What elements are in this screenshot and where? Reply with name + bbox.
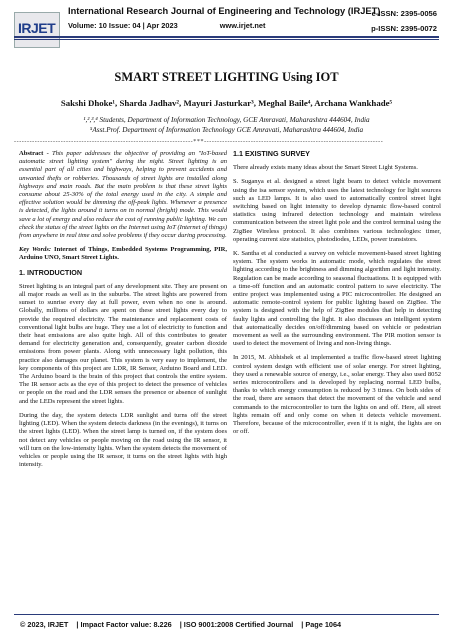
issn-block — [371, 6, 437, 36]
right-column — [233, 150, 441, 443]
left-column — [19, 150, 227, 475]
section-heading-existing-survey: 1.1 EXISTING SURVEY — [233, 149, 310, 158]
keywords-label: Key Words: — [19, 246, 52, 254]
footer-impact-factor: Impact Factor value: 8.226 — [80, 620, 172, 629]
survey-paragraph-2: S. Suganya et al. designed a street light beam to detect vehicle movement using the isa sensor system, which uses the latest technology for light sources such as LED lamps. It is also used to automatically control street light switching based on light intensity to develop dynamic flow-based control statistics using infrared detection technology and maintain wireless communication between the street light pole and the control terminal using the ZigBee Wireless protocol. It also combines various technologies: timer, operating current size statistics, photodiodes, LEDs, power transistors. — [233, 178, 441, 243]
journal-header — [0, 0, 453, 58]
header-rule-thin — [14, 39, 439, 40]
introduction-paragraph-1: Street lighting is an integral part of any development site. They are present on all major roads as well as in the suburbs. The street lights are powered from sunset to sunrise every day at full power, even when no one is around. Globally, millions of dollars are spent on these street lights every day to provide the required electricity. The maintenance and replacement costs of conventional light bulbs are huge. They use a lot of electricity to function and their heat emissions are also quite high. All of this contributes to greater demand for electricity generation and, consequently, greater carbon dioxide emissions from power plants. Along with unnecessary light pollution, this practice also damages our planet. This system is very easy to implement, the key components of this project are LDR, IR Sensor, Arduino Board and LED. The Arduino board is the brain of this project that controls the entire system. The IR sensor acts as the eye of this project to detect the presence of vehicles or people on the road and the LDR senses the presence or absence of sunlight and the LEDs represent the street lights. — [19, 282, 227, 405]
section-separator: ---------------------------------------------------------------------***--------------------------------------------------------------------- — [14, 139, 384, 145]
abstract-label: Abstract - — [19, 150, 49, 157]
abstract — [19, 150, 227, 240]
p-issn: p-ISSN: 2395-0072 — [371, 24, 437, 33]
footer-copyright: © 2023, IRJET — [20, 620, 69, 629]
keywords-text: Internet of Things, Embedded Systems Programming, PIR, Arduino UNO, Smart Street Lights. — [19, 246, 228, 262]
e-issn: e-ISSN: 2395-0056 — [371, 9, 437, 18]
abstract-text: This paper addresses the objective of providing an "IoT-based automatic street lighting system" during the night. Street lighting is an essential part of all cities and highways, helping to prevent accidents and unwanted thefts or robberies. Thousands of street lights are installed along highways and main roads. But the main problem is that these street lights consume about 25-30% of the total energy used in the city. A simple and effective solution would be dimming the off-peak lights. Whenever a presence is detected, the lights around it turns on in normal (bright) mode. This would save a lot of energy and also reduce the cost of running public lighting. We can check the status of the street lights on the Internet using IoT (Internet of things) from anywhere in real time and solve problems if they occur during processing. — [19, 150, 227, 240]
footer-rule — [14, 614, 439, 615]
affiliation-students: ¹,²,³,⁴ Students, Department of Information Technology, GCE Amravati, Maharashtra 444604, India — [83, 116, 370, 124]
footer-iso: ISO 9001:2008 Certified Journal — [183, 620, 294, 629]
logo-text: IRJET — [18, 20, 56, 36]
page-footer: © 2023, IRJET | Impact Factor value: 8.226 | ISO 9001:2008 Certified Journal | Page 1064 — [20, 620, 342, 629]
journal-website[interactable]: www.irjet.net — [219, 21, 266, 30]
header-rule — [14, 36, 439, 38]
section-heading-introduction: 1. INTRODUCTION — [19, 267, 83, 277]
affiliation-professor: ⁵Asst.Prof. Department of Information Technology GCE Amravati, Maharashtra 444604, India — [89, 126, 364, 134]
volume-issue: Volume: 10 Issue: 04 | Apr 2023 — [68, 21, 178, 30]
footer-page-number: Page 1064 — [305, 620, 342, 629]
survey-paragraph-3: K. Santha et al conducted a survey on vehicle movement-based street lighting system. The system works in automatic mode, which regulates the street lighting according to the brightness and dimming algorithm and light intensity. Regulation can be made according to seasonal fluctuations. It is equipped with a time-off function and an automatic control pattern to save electricity. The entire project was implemented using a PIC microcontroller. He designed an automatic remote-control system for public lighting based on ZigBee. The system is designed with the help of ZigBee modules that help in detecting faulty lights and controlling the light. It also discusses an intelligent system that automatically decides on/off/dimming based on vehicle or pedestrian movement as well as the surrounding environment. The PIR motion sensor is used to detect the movement of living and non-living things. — [233, 250, 441, 348]
paper-authors: Sakshi Dhoke¹, Sharda Jadhav², Mayuri Jasturkar³, Meghal Baile⁴, Archana Wankhade⁵ — [60, 98, 393, 108]
journal-name: International Research Journal of Engineering and Technology (IRJET) — [68, 6, 381, 16]
keywords — [19, 246, 227, 262]
introduction-paragraph-2: During the day, the system detects LDR sunlight and turns off the street lighting (LED). When the system detects darkness (in the evenings), it turns on the street lights (LED). When the street lamp is turned on, if the system does not detect any vehicles or people moving on the road using the IR sensor, it will turn on the low-intensity lights. When the system detects the movement of vehicles or people using the IR sensor, it turns on the street lights with high intensity. — [19, 411, 227, 469]
survey-paragraph-4: In 2015, M. Abhishek et al implemented a traffic flow-based street lighting control system design with efficient use of solar energy. For street lighting, they used a renewable source of energy, i.e., solar energy. They also used 8052 series microcontrollers and is developed by replacing normal LED bulbs, thanks to which energy consumption is reduced by 3 times. On both sides of the road, there are sensors that detect the movement of the vehicle and send commands to the microcontroller to turn the lights on and off. Here, all street lights remain off and only come on when it detects vehicle movement. Therefore, because of the microcontroller, even if it is night, the lights are on or off. — [233, 354, 441, 436]
survey-paragraph-1: There already exists many ideas about the Smart Street Light Systems. — [233, 164, 418, 172]
paper-title: SMART STREET LIGHTING Using IOT — [114, 70, 339, 84]
irjet-logo — [14, 12, 60, 48]
volume-line — [68, 21, 265, 30]
